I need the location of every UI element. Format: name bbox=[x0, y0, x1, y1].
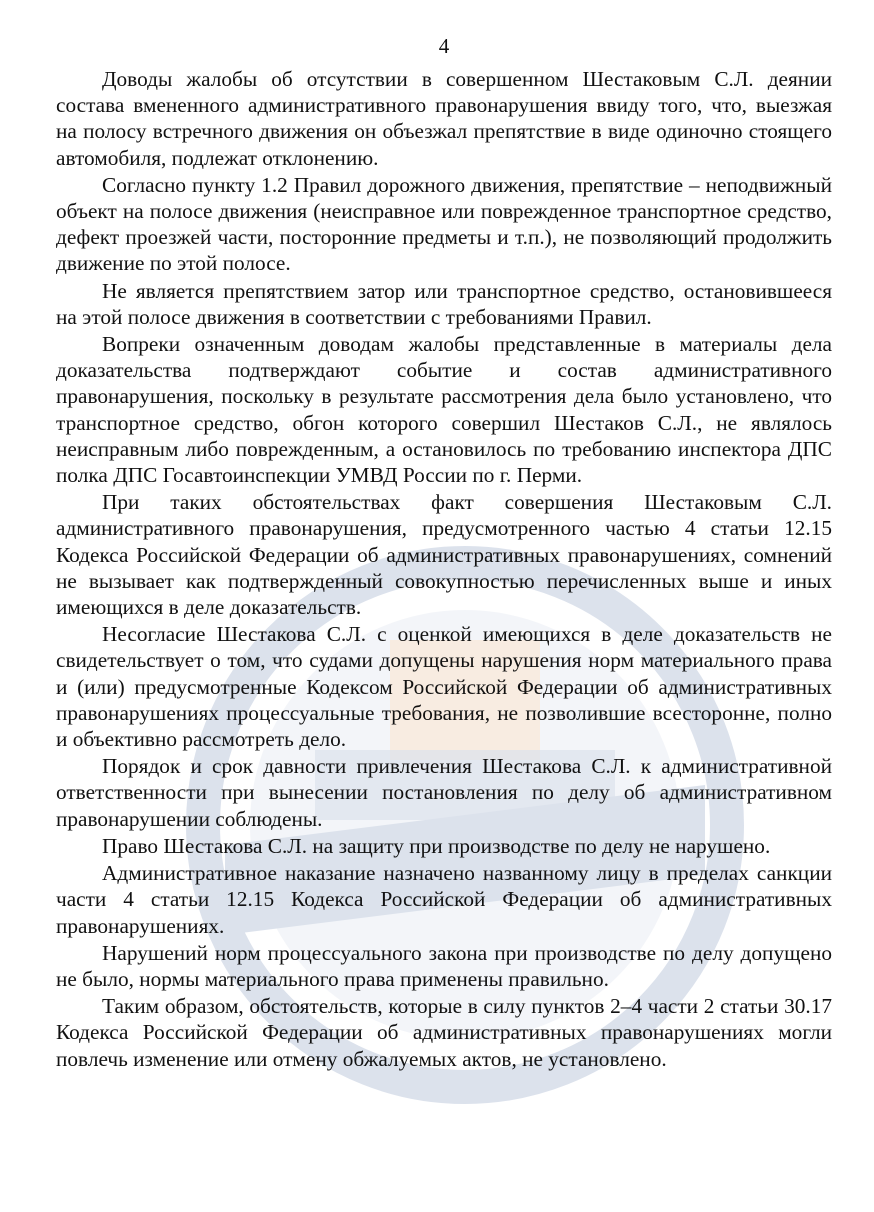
paragraph: Вопреки означенным доводам жалобы представленные в материалы дела доказательства подтверждают событие и состав административного правонарушения, поскольку в результате рассмотрения дела было установлено, что транспортное средство, обгон которого совершил Шестаков С.Л., не являлось неисправным либо поврежденным, а остановилось по требованию инспектора ДПС полка ДПС Госавтоинспекции УМВД России по г. Перми. bbox=[56, 332, 832, 488]
paragraph: Таким образом, обстоятельств, которые в силу пунктов 2–4 части 2 статьи 30.17 Кодекса Российской Федерации об административных правонарушениях могли повлечь изменение или отмену обжалуемых актов, не установлено. bbox=[56, 994, 832, 1071]
paragraph: Право Шестакова С.Л. на защиту при производстве по делу не нарушено. bbox=[102, 833, 771, 858]
paragraph: Нарушений норм процессуального закона при производстве по делу допущено не было, нормы материального права применены правильно. bbox=[56, 940, 832, 991]
paragraph: Порядок и срок давности привлечения Шестакова С.Л. к административной ответственности при вынесении постановления по делу об административном правонарушении соблюдены. bbox=[56, 754, 832, 831]
paragraph: Несогласие Шестакова С.Л. с оценкой имеющихся в деле доказательств не свидетельствует о том, что судами допущены нарушения норм материального права и (или) предусмотренные Кодексом Российской Федерации об административных правонарушениях процессуальные требования, не позволившие всесторонне, полно и объективно рассмотреть дело. bbox=[56, 622, 832, 752]
paragraph: Доводы жалобы об отсутствии в совершенном Шестаковым С.Л. деянии состава вмененного административного правонарушения ввиду того, что, выезжая на полосу встречного движения он объезжал препятствие в виде одиночно стоящего автомобиля, подлежат отклонению. bbox=[56, 67, 832, 170]
document-page bbox=[56, 32, 832, 1073]
paragraph: При таких обстоятельствах факт совершения Шестаковым С.Л. административного правонарушения, предусмотренного частью 4 статьи 12.15 Кодекса Российской Федерации об административных правонарушениях, сомнений не вызывает как подтвержденный совокупностью перечисленных выше и иных имеющихся в деле доказательств. bbox=[56, 490, 832, 620]
paragraph: Административное наказание назначено названному лицу в пределах санкции части 4 статьи 12.15 Кодекса Российской Федерации об административных правонарушениях. bbox=[56, 861, 832, 938]
page-number: 4 bbox=[438, 34, 450, 58]
paragraph: Согласно пункту 1.2 Правил дорожного движения, препятствие – неподвижный объект на полосе движения (неисправное или поврежденное транспортное средство, дефект проезжей части, посторонние предметы и т.п.), не позволяющий продолжить движение по этой полосе. bbox=[56, 172, 832, 276]
paragraph: Не является препятствием затор или транспортное средство, остановившееся на этой полосе движения в соответствии с требованиями Правил. bbox=[56, 278, 832, 329]
